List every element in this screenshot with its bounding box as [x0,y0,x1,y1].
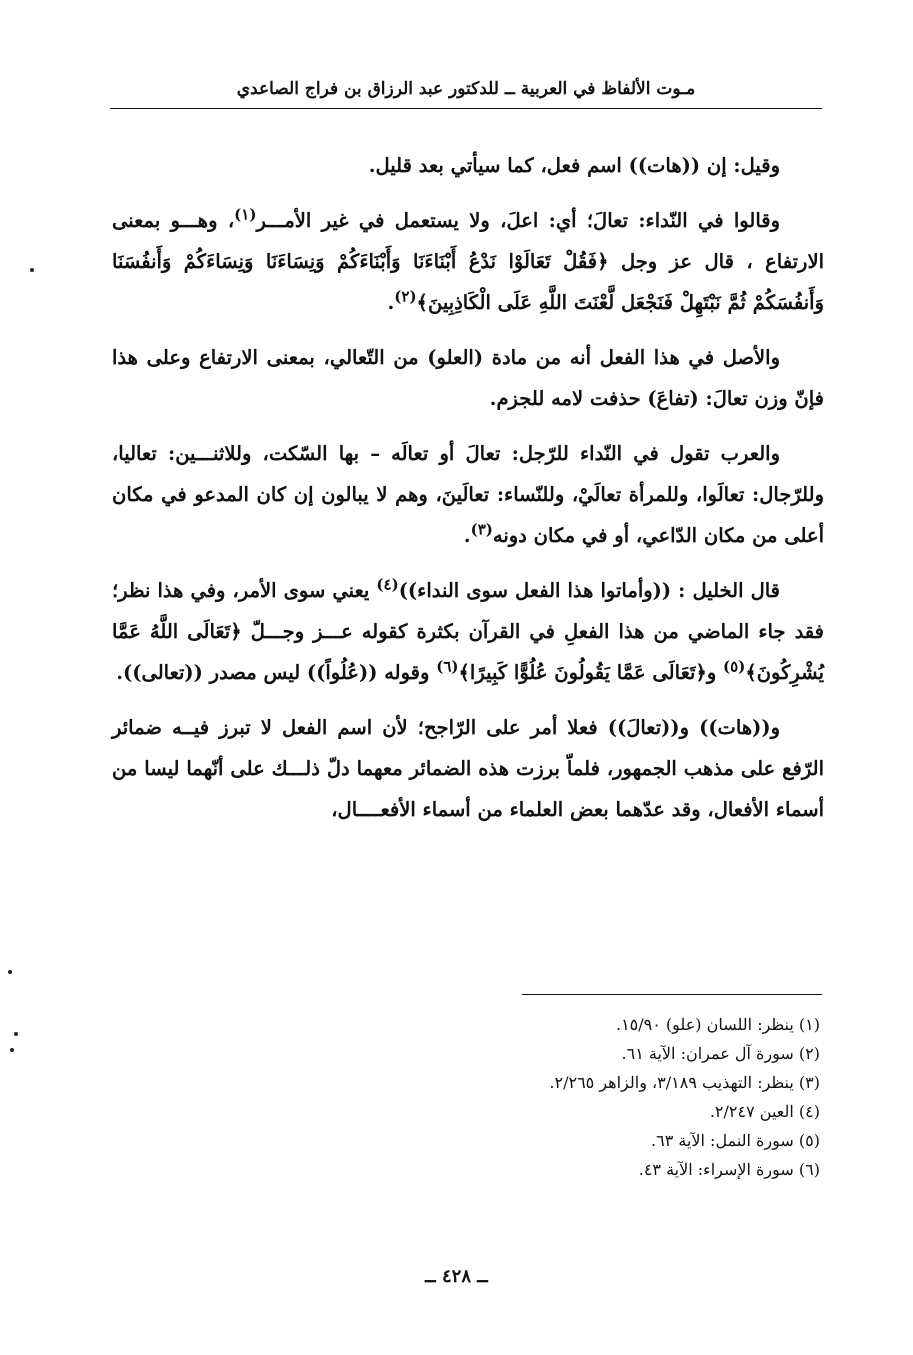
paragraph-text: والأصل في هذا الفعل أنه من مادة (العلو) من التّعالي، بمعنى الارتفاع وعلى هذا فإنّ وزن تعالَ: (تفاعَ) حذفت لامه للجزم. [112,346,824,410]
paragraph-3 [112,337,824,419]
footnote-ref: (٢) [394,287,417,306]
main-text [112,145,824,844]
paragraph-text: . [463,524,471,547]
paragraph-text: ، وهـــو بمعنى الارتفاع ، قال عز وجل ﴿فَقُلْ تَعَالَوْا نَدْعُ أَبْنَاءَنَا وَأَبْنَاءَكُمْ وَنِسَاءَنَا وَنِسَاءَكُمْ وَأَنفُسَنَا وَأَنفُسَكُمْ ثُمَّ نَبْتَهِلْ فَنَجْعَل لَّعْنَتَ اللَّهِ عَلَى الْكَاذِبِينَ﴾ [112,209,824,314]
scan-speck [30,268,34,272]
paragraph-text: . [387,291,395,314]
paragraph-text: و((هات)) و((تعالَ)) فعلا أمر على الرّاجح؛ لأن اسم الفعل لا تبرز فيــه ضمائر الرّفع على مذهب الجمهور، فلماّ برزت هذه الضمائر معهما دلّ ذلـــك على أنّهما ليسا من أسماء الأفعال، وقد عدّهما بعض العلماء من أسماء الأفعــــال، [112,716,824,821]
paragraph-text: وقالوا في النّداء: تعالَ؛ أي: اعلَ، ولا يستعمل في غير الأمـــر [256,209,781,232]
footnotes [112,1010,824,1184]
paragraph-text: يعني سوى الأمر، وفي هذا نظر؛ فقد جاء الماضي من هذا الفعلِ في القرآن بكثرة كقوله عـــز وجـــلّ ﴿تَعَالَى اللَّهُ عَمَّا يُشْرِكُونَ﴾ [112,579,824,684]
footnote-ref: (٦) [436,657,459,676]
scan-speck [14,1032,18,1036]
footnote-3: (٣) ينظر: التهذيب ٣/١٨٩، والزاهر ٢/٢٦٥. [549,1073,820,1092]
scan-speck [8,970,12,974]
footnote-2: (٢) سورة آل عمران: الآية ٦١. [621,1044,820,1063]
footnote-ref: (٤) [376,575,399,594]
footnote-ref: (٣) [470,520,493,539]
paragraph-text: والعرب تقول في النّداء للرّجل: تعالَ أو تعالَه – بها السّكت، وللاثنـــين: تعاليا، وللرّجال: تعالَوا، وللمرأة تعالَيْ، وللنّساء: تعالَينَ، وهم لا يبالون إن كان المدعو في مكان أعلى من مكان الدّاعي، أو في مكان دونه [112,442,824,547]
footnote-4: (٤) العين ٢/٢٤٧. [709,1102,820,1121]
page-number: ــ ٤٢٨ ــ [425,1266,488,1287]
scan-speck [10,1048,14,1052]
paragraph-5 [112,570,824,693]
paragraph-text: و﴿تَعَالَى عَمَّا يَقُولُونَ عُلُوًّا كَبِيرًا﴾ [458,661,724,684]
header-divider [110,108,822,109]
footnote-divider [522,994,822,995]
paragraph-6 [112,707,824,830]
footnote-6: (٦) سورة الإسراء: الآية ٤٣. [638,1160,820,1179]
footnote-1: (١) ينظر: اللسان (علو) ١٥/٩٠. [615,1015,820,1034]
paragraph-1 [112,145,824,186]
paragraph-2 [112,200,824,323]
paragraph-4 [112,433,824,556]
footnote-ref: (٥) [723,657,746,676]
paragraph-text: وقوله ((عُلُواً)) ليس مصدر ((تعالى)). [116,661,437,684]
paragraph-text: وقيل: إن ((هات)) اسم فعل، كما سيأتي بعد قليل. [368,154,780,177]
paragraph-text: قال الخليل : ((وأماتوا هذا الفعل سوى النداء)) [398,579,780,602]
footnote-ref: (١) [234,205,257,224]
running-header: مـوت الألفاظ في العربية ــ للدكتور عبد الرزاق بن فراج الصاعدي [236,79,696,99]
footnote-5: (٥) سورة النمل: الآية ٦٣. [651,1131,820,1150]
